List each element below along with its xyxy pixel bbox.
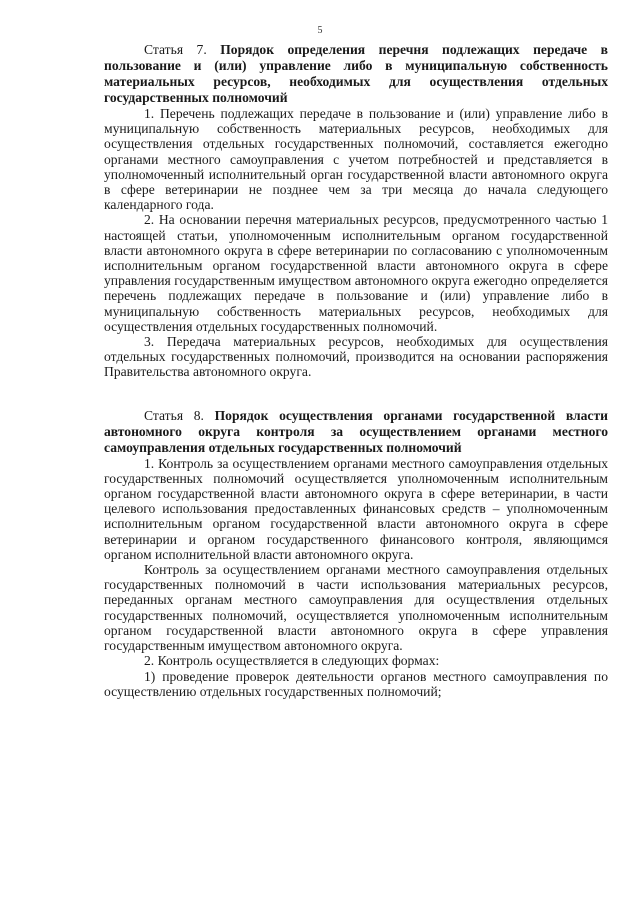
- article-7-title: Порядок определения перечня подлежащих передаче в пользование и (или) управление либо в муниципальную собственность материальных ресурсов, необходимых для осуществления отдельных государственных полномочий: [104, 42, 608, 105]
- article-7-paragraph-3: 3. Передача материальных ресурсов, необходимых для осуществления отдельных государственных полномочий, производится на основании распоряжения Правительства автономного округа.: [104, 334, 608, 380]
- article-8-paragraph-4: 1) проведение проверок деятельности органов местного самоуправления по осуществлению отдельных государственных полномочий;: [104, 668, 608, 699]
- article-8-heading: [104, 408, 608, 456]
- article-8: [104, 408, 608, 699]
- article-7: [104, 42, 608, 380]
- page-number: 5: [317, 25, 323, 36]
- article-7-paragraph-1: 1. Перечень подлежащих передаче в пользование и (или) управление либо в муниципальную собственность материальных ресурсов, необходимых для осуществления отдельных государственных полномочий, составляется ежегодно органами местного самоуправления с учетом потребностей и представляется в уполномоченный исполнительный орган государственной власти автономного округа в сфере ветеринарии не позднее чем за три месяца до начала следующего календарного года.: [104, 106, 608, 213]
- article-8-paragraph-3: 2. Контроль осуществляется в следующих формах:: [144, 653, 440, 669]
- article-7-paragraph-2: 2. На основании перечня материальных ресурсов, предусмотренного частью 1 настоящей статьи, уполномоченным исполнительным органом государственной власти автономного округа в сфере ветеринарии по согласованию с уполномоченным исполнительным органом государственной власти автономного округа в сфере управления государственным имуществом автономного округа ежегодно определяется перечень подлежащих передаче в пользование и (или) управление либо в муниципальную собственность материальных ресурсов, необходимых для осуществления отдельных государственных полномочий.: [104, 212, 608, 334]
- article-7-heading: [104, 42, 608, 106]
- article-8-label: Статья 8.: [144, 407, 204, 423]
- article-8-paragraph-2: Контроль за осуществлением органами местного самоуправления отдельных государственных полномочий в части использования материальных ресурсов, переданных органам местного самоуправления для осуществления отдельных государственных полномочий, осуществляется уполномоченным исполнительным органом государственной власти автономного округа в сфере управления государственным имуществом автономного округа.: [104, 562, 608, 654]
- article-7-label: Статья 7.: [144, 42, 207, 57]
- article-8-title: Порядок осуществления органами государственной власти автономного округа контроля за осуществлением органами местного самоуправления отдельных государственных полномочий: [104, 407, 608, 455]
- article-8-paragraph-1: 1. Контроль за осуществлением органами местного самоуправления отдельных государственных полномочий осуществляется уполномоченным исполнительным органом государственной власти автономного округа в сфере ветеринарии, в части целевого использования предоставленных финансовых средств – уполномоченным исполнительным органом государственной власти автономного округа в сфере ветеринарии и органом государственного финансового контроля, являющимся органом исполнительной власти автономного округа.: [104, 455, 608, 562]
